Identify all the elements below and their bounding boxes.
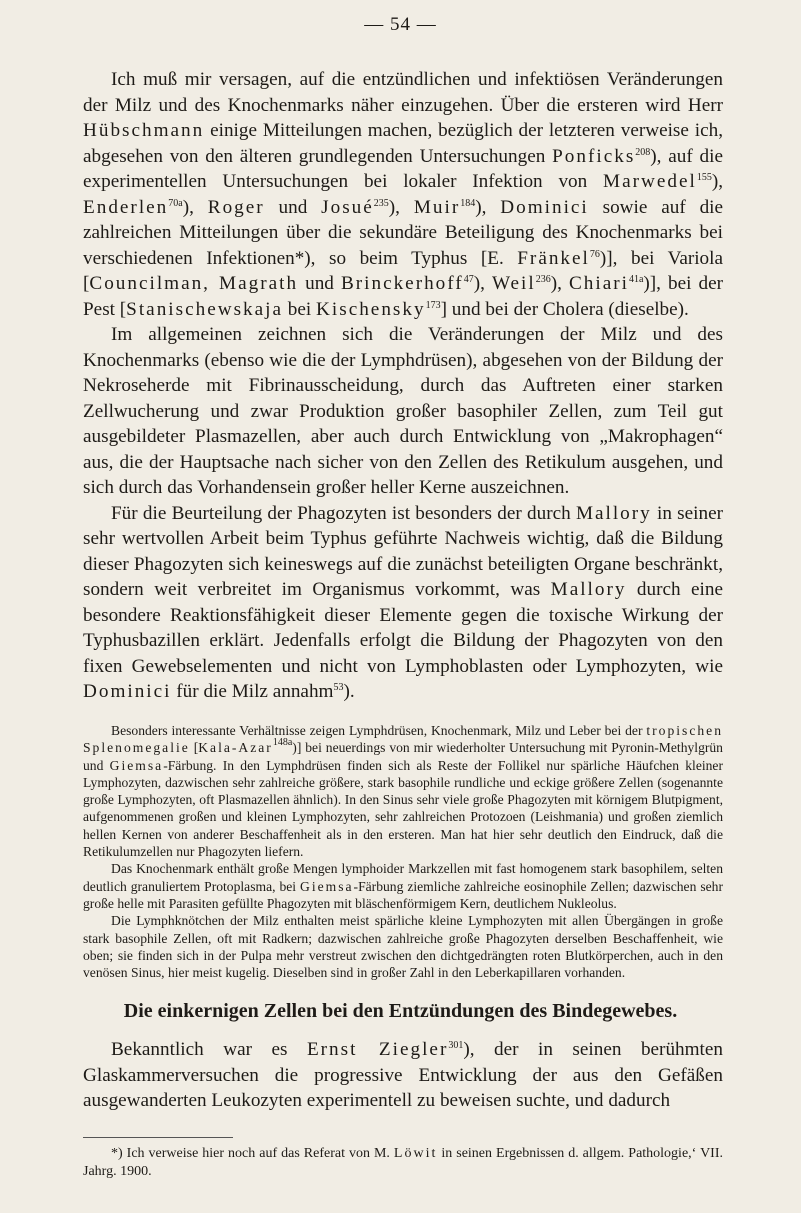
- paragraph: Die Lymphknötchen der Milz enthalten meist spärliche kleine Lymphozyten mit allen Übergängen in große stark basophile Zellen, oft mit Radkern; dazwischen zahlreiche große Phagozyten derselben Beschaffenheit, wie oben; sie finden sich in der Pulpa mehr verstreut zwischen den dichtgedrängten roten Blutkörperchen, auch in den venösen Sinus, hier meist kugelig. Dieselben sind in großer Zahl in den Leberkapillaren vorhanden.: [83, 913, 723, 981]
- page-number: — 54 —: [364, 14, 437, 35]
- main-text: [83, 67, 723, 705]
- section-text: [83, 1037, 723, 1114]
- paragraph: Besonders interessante Verhältnisse zeigen Lymphdrüsen, Knochenmark, Milz und Leber bei der tropischen Splenomegalie [Kala-Azar$^{148a}$)] bei neuerdings von mir wiederholter Untersuchung mit Pyronin-Methylgrün und Giemsa-Färbung. In den Lymphdrüsen finden sich als Reste der Follikel nur spärliche Häufchen kleiner Lymphozyten, dazwischen sehr zahlreiche größere, stark basophile rundliche und eckige größere Zellen (sogenannte große Lymphozyten, oft Plasmazellen ähnlich). In den Sinus sehr viele große Phagozyten mit körnigem Blutpigment, aufgenommenen großen und kleinen Lymphozyten, sehr zahlreichen Protozoen (Leishmania) und großen ziemlich hellen Kernen von anderer Beschaffenheit als in den ersteren. Man hat hier sehr deutlich den Eindruck, daß die Retikulumzellen nur Phagozyten liefern.: [83, 723, 723, 860]
- small-print-text: [83, 722, 723, 981]
- paragraph: Für die Beurteilung der Phagozyten ist besonders der durch Mallory in seiner sehr wertvollen Arbeit beim Typhus geführte Nachweis wichtig, daß die Bildung dieser Phagozyten sich keineswegs auf die zunächst beteiligten Organe beschränkt, sondern weit verbreitet im Organismus vorkommt, was Mallory durch eine besondere Reaktionsfähigkeit dieser Elemente gegen die toxische Wirkung der Typhusbazillen erklärt. Jedenfalls erfolgt die Bildung der Phagozyten von den fixen Gewebselementen und nicht von Lymphoblasten oder Lymphozyten, wie Dominici für die Milz annahm$^{53}$).: [83, 502, 724, 702]
- paragraph: Ich muß mir versagen, auf die entzündlichen und infektiösen Veränderungen der Milz und des Knochenmarks näher einzugehen. Über die ersteren wird Herr Hübschmann einige Mitteilungen machen, bezüglich der letzteren verweise ich, abgesehen von den älteren grundlegenden Untersuchungen Ponficks$^{208}$), auf die experimentellen Untersuchungen bei lokaler Infektion von Marwedel$^{155}$), Enderlen$^{70a}$), Roger und Josué$^{235}$), Muir$^{184}$), Dominici sowie auf die zahlreichen Mitteilungen über die sekundäre Beteiligung des Knochenmarks bei verschiedenen Infektionen*), so beim Typhus [E. Fränkel$^{76}$)], bei Variola [Councilman, Magrath und Brinckerhoff$^{47}$), Weil$^{236}$), Chiari$^{41a}$)], bei der Pest [Stanischewskaja bei Kischensky$^{173}$] und bei der Cholera (dieselbe).: [83, 69, 724, 320]
- footnote-divider: [83, 1137, 233, 1138]
- footnote: [83, 1145, 723, 1180]
- paragraph: Im allgemeinen zeichnen sich die Veränderungen der Milz und des Knochenmarks (ebenso wie die der Lymphdrüsen), abgesehen von der Bildung der Nekroseherde mit Fibrinausscheidung, durch das Auftreten einer starken Zellwucherung und zwar Produktion großer basophiler Zellen, zum Teil gut ausgebildeter Plasmazellen, aber auch durch Entwicklung von „Makrophagen“ aus, die der Hauptsache nach sicher von den Zellen des Retikulum ausgehen, und sich durch das Vorhandensein großer heller Kerne auszeichnen.: [83, 324, 723, 498]
- paragraph: Bekanntlich war es Ernst Ziegler$^{301}$), der in seinen berühmten Glaskammerversuchen die progressive Entwicklung der aus den Gefäßen ausgewanderten Leukozyten experimentell zu beweisen suchte, und dadurch: [83, 1039, 723, 1111]
- paragraph: Das Knochenmark enthält große Mengen lymphoider Markzellen mit fast homogenem stark basophilem, selten deutlich granuliertem Protoplasma, bei Giemsa-Färbung ziemliche zahlreiche eosinophile Zellen; dazwischen sehr große helle mit Parasiten gefüllte Phagozyten mit bläschenförmigem Kern, deutlichem Nukleolus.: [83, 861, 723, 911]
- footnote-text: *) Ich verweise hier noch auf das Referat von M. Löwit in seinen Ergebnissen d. allgem. Pathologie,‘ VII. Jahrg. 1900.: [83, 1146, 724, 1179]
- section-heading: Die einkernigen Zellen bei den Entzündungen des Bindegewebes.: [123, 1000, 678, 1022]
